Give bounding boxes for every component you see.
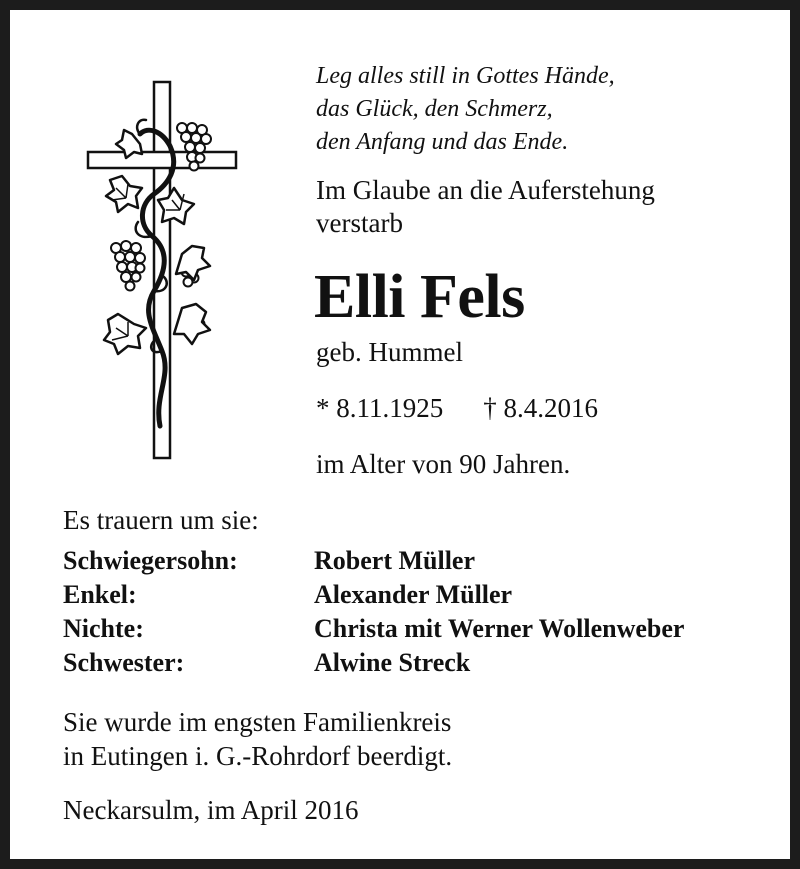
verse-line: das Glück, den Schmerz, xyxy=(316,96,553,122)
mourning-intro: Es trauern um sie: xyxy=(63,505,259,535)
verse-block xyxy=(316,60,615,159)
cross-with-grapevine-icon xyxy=(82,76,242,466)
mourner-relation: Nichte: xyxy=(63,614,144,643)
death-date: † 8.4.2016 xyxy=(483,393,598,423)
deceased-name: Elli Fels xyxy=(314,263,525,331)
birth-date: * 8.11.1925 xyxy=(316,393,444,423)
burial-note xyxy=(63,705,452,773)
mourner-names: Robert Müller xyxy=(314,546,476,575)
burial-line: in Eutingen i. G.-Rohrdorf beerdigt. xyxy=(63,741,453,771)
mourner-relation: Enkel: xyxy=(63,580,137,609)
life-dates xyxy=(316,391,598,425)
mourner-relation: Schwiegersohn: xyxy=(63,546,238,575)
intro-line: verstarb xyxy=(316,208,403,238)
mourner-names: Alwine Streck xyxy=(314,648,471,677)
intro-line: Im Glaube an die Auferstehung xyxy=(316,175,655,205)
maiden-name: geb. Hummel xyxy=(316,337,463,367)
place-date: Neckarsulm, im April 2016 xyxy=(63,795,359,825)
verse-line: den Anfang und das Ende. xyxy=(316,129,569,155)
burial-line: Sie wurde im engsten Familienkreis xyxy=(63,707,452,737)
mourner-relation: Schwester: xyxy=(63,648,185,677)
age-text: im Alter von 90 Jahren. xyxy=(316,449,571,479)
intro-block xyxy=(316,174,655,240)
verse-line: Leg alles still in Gottes Hände, xyxy=(316,63,615,89)
mourner-names: Christa mit Werner Wollenweber xyxy=(314,614,685,643)
mourner-names: Alexander Müller xyxy=(314,580,513,609)
